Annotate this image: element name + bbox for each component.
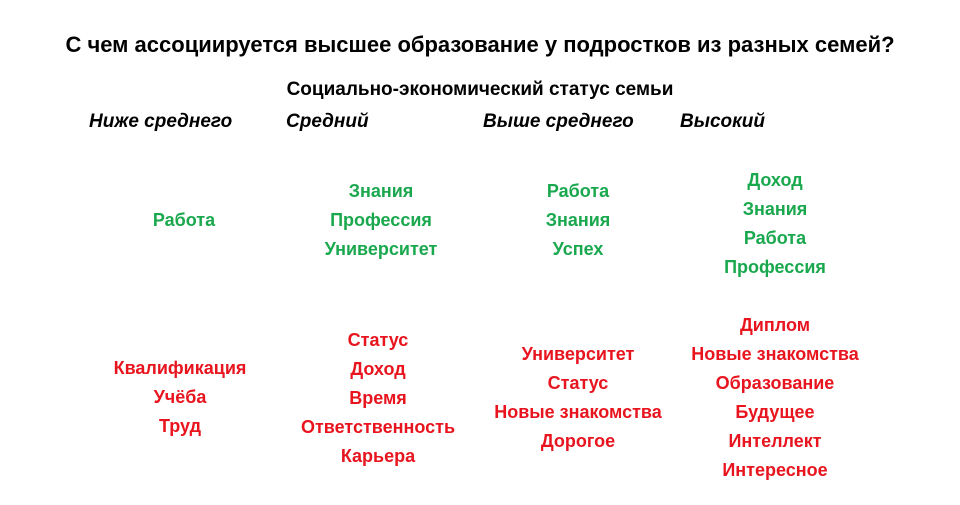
negative-word: Интеллект <box>728 431 822 451</box>
negative-word: Труд <box>158 416 202 436</box>
axis-title: Социально-экономический статус семьи <box>286 79 674 100</box>
positive-word: Университет <box>324 239 438 259</box>
negative-word: Образование <box>715 373 835 393</box>
negative-word: Ответственность <box>300 417 456 437</box>
column-header-average: Средний <box>286 111 369 132</box>
positive-associations-high <box>675 166 875 282</box>
negative-word: Университет <box>521 344 635 364</box>
column-header-high: Высокий <box>680 111 765 132</box>
negative-word: Учёба <box>153 387 207 407</box>
positive-associations-average <box>281 177 481 264</box>
negative-word: Интересное <box>722 460 828 480</box>
negative-word: Новые знакомства <box>494 402 662 422</box>
negative-associations-high <box>675 311 875 485</box>
column-header-below-average: Ниже среднего <box>89 111 233 132</box>
negative-word: Карьера <box>340 446 416 466</box>
negative-associations-above-average <box>478 340 678 456</box>
negative-word: Квалификация <box>113 358 247 378</box>
positive-word: Профессия <box>724 257 826 277</box>
negative-word: Диплом <box>739 315 811 335</box>
negative-word: Доход <box>350 359 406 379</box>
negative-word: Статус <box>547 373 609 393</box>
positive-word: Знания <box>545 210 611 230</box>
negative-word: Время <box>349 388 407 408</box>
positive-word: Знания <box>742 199 808 219</box>
positive-word: Профессия <box>330 210 432 230</box>
negative-associations-average <box>278 326 478 471</box>
positive-word: Успех <box>552 239 604 259</box>
positive-word: Знания <box>348 181 414 201</box>
negative-associations-below-average <box>80 354 280 441</box>
negative-word: Новые знакомства <box>691 344 859 364</box>
page-title: С чем ассоциируется высшее образование у подростков из разных семей? <box>65 32 895 57</box>
positive-word: Работа <box>743 228 807 248</box>
negative-word: Статус <box>347 330 409 350</box>
column-header-above-average: Выше среднего <box>483 111 634 132</box>
negative-word: Будущее <box>735 402 815 422</box>
negative-word: Дорогое <box>540 431 616 451</box>
positive-word: Работа <box>546 181 610 201</box>
positive-associations-below-average <box>84 206 284 235</box>
positive-word: Доход <box>747 170 803 190</box>
positive-associations-above-average <box>478 177 678 264</box>
positive-word: Работа <box>152 210 216 230</box>
